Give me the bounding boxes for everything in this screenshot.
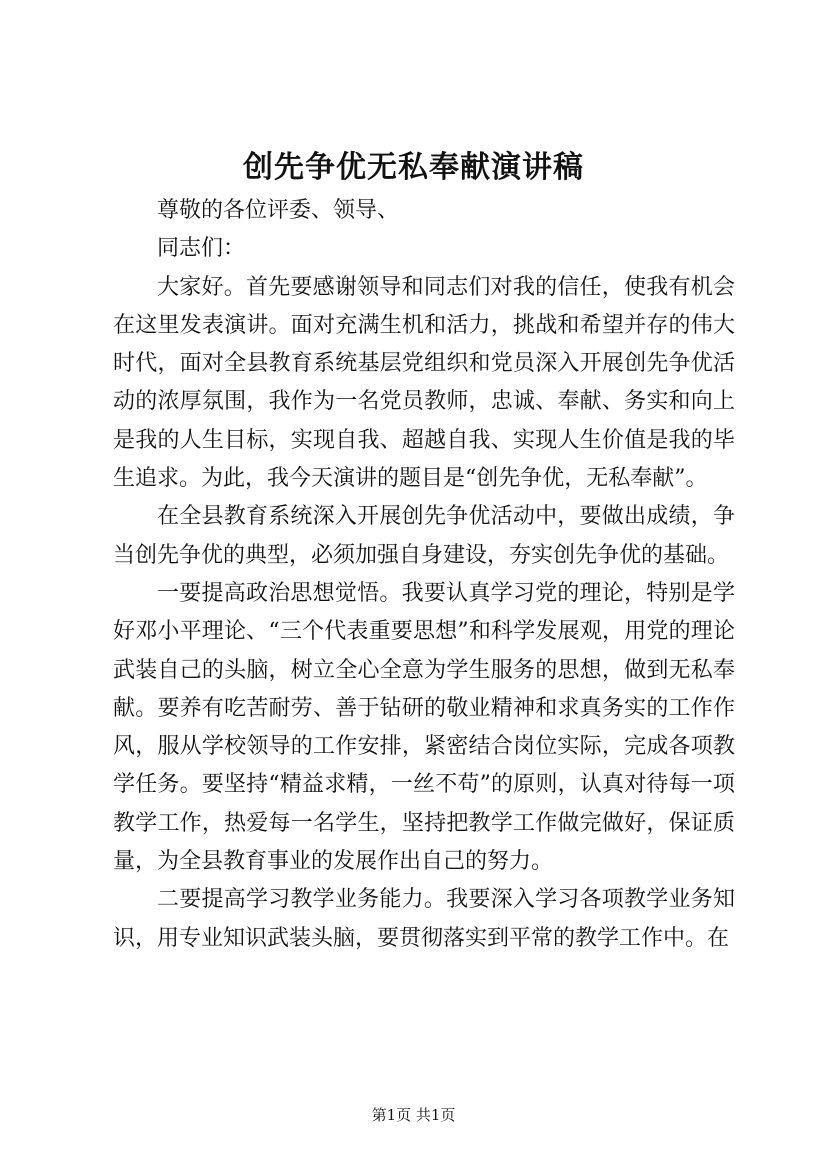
page-title: 创先争优无私奉献演讲稿 bbox=[243, 150, 584, 185]
paragraph-intro: 大家好。首先要感谢领导和同志们对我的信任，使我有机会在这里发表演讲。面对充满生机和活力，挑战和希望并存的伟大时代，面对全县教育系统基层党组织和党员深入开展创先争优活动的浓厚氛围，我作为一名党员教师，忠诚、奉献、务实和向上是我的人生目标，实现自我、超越自我、实现人生价值是我的毕生追求。为此，我今天演讲的题目是“创先争优，无私奉献”。 bbox=[113, 274, 735, 492]
paragraph-context: 在全县教育系统深入开展创先争优活动中，要做出成绩，争当创先争优的典型，必须加强自身建设，夯实创先争优的基础。 bbox=[113, 504, 735, 568]
paragraph-point-one: 一要提高政治思想觉悟。我要认真学习党的理论，特别是学好邓小平理论、“三个代表重要思想”和科学发展观，用党的理论武装自己的头脑，树立全心全意为学生服务的思想，做到无私奉献。要养有吃苦耐劳、善于钻研的敬业精神和求真务实的工作作风，服从学校领导的工作安排，紧密结合岗位实际，完成各项教学任务。要坚持“精益求精，一丝不苟”的原则，认真对待每一项教学工作，热爱每一名学生，坚持把教学工作做完做好，保证质量，为全县教育事业的发展作出自己的努力。 bbox=[113, 580, 735, 875]
paragraph-point-two: 二要提高学习教学业务能力。我要深入学习各项教学业务知识，用专业知识武装头脑，要贯彻落实到平常的教学工作中。在 bbox=[113, 887, 735, 951]
page-footer: 第1页 共1页 bbox=[371, 1106, 456, 1124]
paragraph-salutation-2: 同志们： bbox=[157, 236, 246, 262]
document-body bbox=[113, 192, 735, 958]
paragraph-salutation: 尊敬的各位评委、领导、 bbox=[157, 198, 400, 223]
